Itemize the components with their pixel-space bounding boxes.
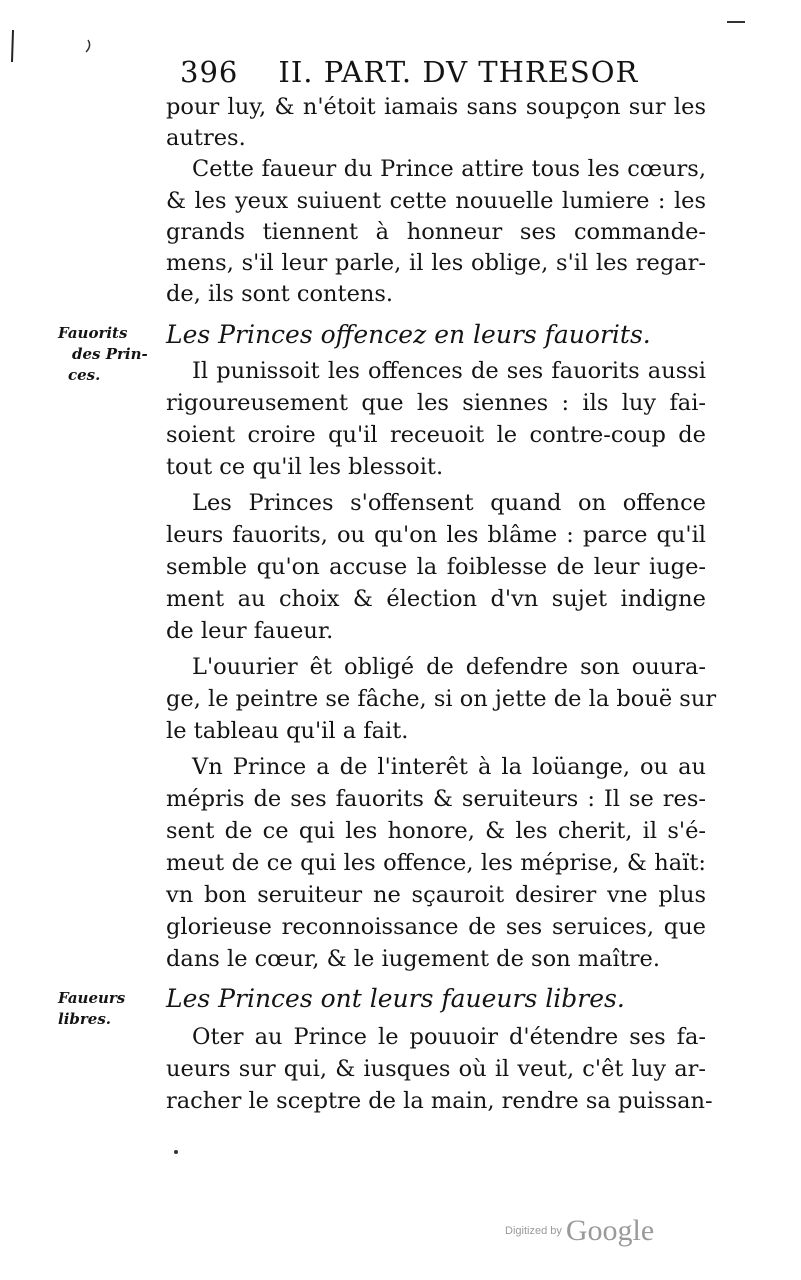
text-line: Vn Prince a de l'interêt à la loüange, ou au: [192, 754, 706, 780]
margin-note-line: des Prin-: [72, 345, 148, 363]
text-line: semble qu'on accuse la foiblesse de leur iuge-: [166, 554, 706, 580]
text-line: le tableau qu'il a fait.: [166, 718, 409, 744]
text-line: mépris de ses fauorits & seruiteurs : Il se res-: [166, 786, 706, 812]
watermark-prefix: Digitized by: [505, 1225, 562, 1237]
text-line: sent de ce qui les honore, & les cherit, il s'é-: [166, 818, 706, 844]
margin-note: [58, 988, 162, 1030]
text-line: Oter au Prince le pouuoir d'étendre ses fa-: [192, 1024, 706, 1050]
text-line: grands tiennent à honneur ses commande-: [166, 219, 706, 245]
margin-note-line: Fauorits: [58, 324, 128, 342]
text-line: Les Princes s'offensent quand on offence: [192, 490, 706, 516]
running-head: [180, 52, 640, 92]
text-line: meut de ce qui les offence, les méprise, & haït:: [166, 850, 706, 876]
google-logo: Google: [565, 1214, 655, 1247]
margin-note-line: Faueurs: [58, 989, 126, 1007]
text-line: soient croire qu'il receuoit le contre-coup de: [166, 422, 706, 448]
text-line: autres.: [166, 125, 246, 151]
margin-note: [58, 323, 162, 386]
text-line: Il punissoit les offences de ses fauorits aussi: [192, 358, 706, 384]
text-line: & les yeux suiuent cette nouuelle lumiere : les: [166, 188, 706, 214]
margin-note-line: ces.: [68, 366, 101, 384]
section-heading: Les Princes offencez en leurs fauorits.: [166, 320, 651, 349]
text-line: vn bon seruiteur ne sçauroit desirer vne plus: [166, 882, 706, 908]
text-line: ueurs sur qui, & iusques où il veut, c'êt luy ar-: [166, 1056, 706, 1082]
text-line: Cette faueur du Prince attire tous les cœurs,: [192, 156, 706, 182]
text-line: ge, le peintre se fâche, si on jette de la bouë sur: [166, 686, 717, 712]
text-line: rigoureusement que les siennes : ils luy fai-: [166, 390, 706, 416]
text-line: racher le sceptre de la main, rendre sa puissan-: [166, 1088, 713, 1114]
section-heading: Les Princes ont leurs faueurs libres.: [166, 984, 625, 1013]
page-number: 396: [180, 55, 239, 89]
margin-note-line: libres.: [58, 1010, 111, 1028]
text-line: tout ce qu'il les blessoit.: [166, 454, 444, 480]
running-title: II. PART. DV THRESOR: [278, 55, 639, 89]
text-line: de, ils sont contens.: [166, 281, 394, 307]
text-line: ment au choix & élection d'vn sujet indigne: [166, 586, 706, 612]
text-line: dans le cœur, & le iugement de son maître.: [166, 946, 661, 972]
text-line: de leur faueur.: [166, 618, 334, 644]
text-line: leurs fauorits, ou qu'on les blâme : parce qu'il: [166, 522, 706, 548]
text-line: pour luy, & n'étoit iamais sans soupçon sur les: [166, 94, 706, 120]
digitized-watermark: [505, 1214, 685, 1248]
text-line: mens, s'il leur parle, il les oblige, s'il les regar-: [166, 250, 706, 276]
text-line: L'ouurier êt obligé de defendre son ouura-: [192, 654, 706, 680]
text-line: glorieuse reconnoissance de ses seruices, que: [166, 914, 706, 940]
